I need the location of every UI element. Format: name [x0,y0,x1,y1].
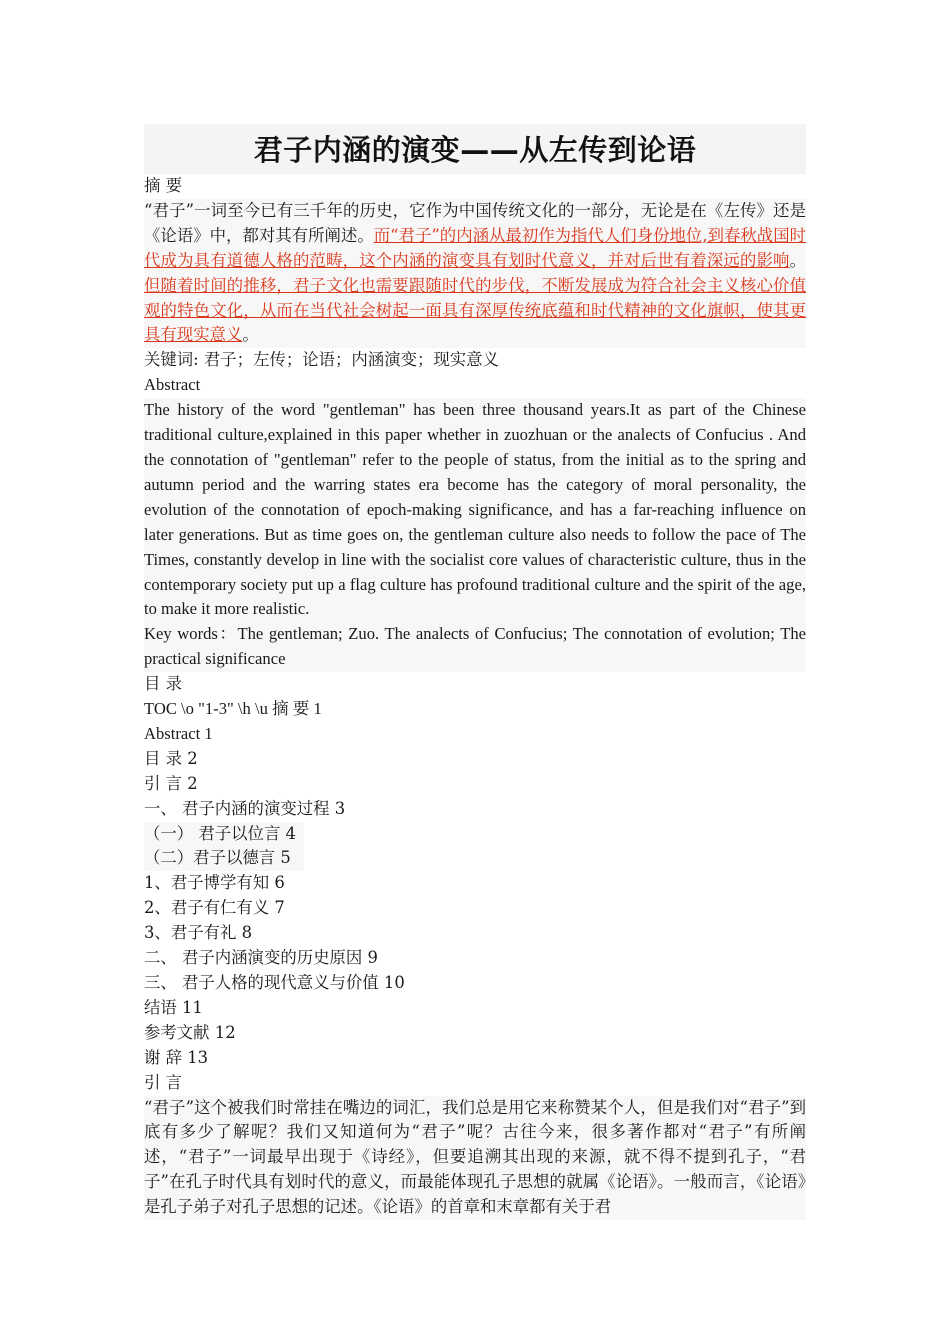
abstract-paragraph [144,199,806,348]
abstract-heading: 摘 要 [144,176,182,195]
abstract-en-paragraph: The history of the word "gentleman" has been three thousand years.It as part of the Chinese traditional culture,explained in this paper whether in zuozhuan or the analects of Confucius . And the connotation of "gentleman" refer to the people of status, from the initial as to the spring and autumn period and the warring states era become has the category of moral personality, the evolution of the connotation of epoch-making significance, and has a far-reaching influence on later generations. But as time goes on, the gentleman culture also needs to follow the pace of The Times, constantly develop in line with the socialist core values of characteristic culture, thus in the contemporary society put up a flag culture has profound traditional culture and the spirit of the age, to make it more realistic. [144,398,806,622]
toc-entry[interactable]: 三、 君子人格的现代意义与价值 10 [144,973,405,992]
toc-entry[interactable]: 引 言 2 [144,773,198,793]
toc-entry[interactable]: 结语 11 [144,997,203,1017]
toc-entry[interactable]: Abstract 1 [144,723,213,743]
toc-entry[interactable]: 1、君子博学有知 6 [144,873,285,893]
toc-entry[interactable]: （一） 君子以位言 4 [144,822,304,847]
toc-entry[interactable]: 一、 君子内涵的演变过程 3 [144,798,346,818]
toc-entry[interactable]: （二）君子以德言 5 [144,846,304,871]
toc-entry[interactable]: 二、 君子内涵演变的历史原因 9 [144,948,378,968]
document-page [144,124,806,1220]
intro-heading: 引 言 [144,1072,182,1092]
document-title: 君子内涵的演变——从左传到论语 [144,124,806,174]
toc-heading: 目 录 [144,674,182,694]
abstract-end: 。 [242,325,259,345]
toc-entry[interactable]: 目 录 2 [144,748,198,768]
abstract-en-heading: Abstract [144,375,201,395]
abstract-highlight-2: 但随着时间的推移，君子文化也需要跟随时代的步伐，不断发展成为符合社会主义核心价值观的特色文化，从而在当代社会树起一面具有深厚传统底蕴和时代精神的文化旗帜，使其更具有现实意义 [144,275,806,345]
toc-entry[interactable]: 3、君子有礼 8 [144,923,253,943]
keywords: 关键词: 君子；左传；论语；内涵演变；现实意义 [144,350,499,370]
abstract-separator: 。 [789,250,806,270]
abstract-highlight-1: 而“君子”的内涵从最初作为指代人们身份地位,到春秋战国时代成为具有道德人格的范畴，这个内涵的演变具有划时代意义，并对后世有着深远的影响 [144,225,807,270]
toc-entry[interactable]: 2、君子有仁有义 7 [144,898,285,918]
toc-entry[interactable]: TOC \o "1-3" \h \u 摘 要 1 [144,699,322,719]
keywords-en: Key words：The gentleman; Zuo. The analects of Confucius; The connotation of evolution; The practical significance [144,622,806,672]
table-of-contents [144,697,806,1071]
intro-paragraph: “君子”这个被我们时常挂在嘴边的词汇，我们总是用它来称赞某个人，但是我们对“君子”到底有多少了解呢？我们又知道何为“君子”呢？古往今来，很多著作都对“君子”有所阐述，“君子”一词最早出现于《诗经》，但要追溯其出现的来源，就不得不提到孔子，“君子”在孔子时代具有划时代的意义，而最能体现孔子思想的就属《论语》。一般而言，《论语》是孔子弟子对孔子思想的记述。《论语》的首章和末章都有关于君 [144,1096,806,1221]
abstract-text: “君子”一词至今已有三千年的历史，它作为中国传统文化的一部分，无论是在《左传》还是《论语》中，都对其有所阐述。 [144,200,806,245]
toc-entry[interactable]: 参考文献 12 [144,1022,236,1042]
toc-entry[interactable]: 谢 辞 13 [144,1047,209,1067]
